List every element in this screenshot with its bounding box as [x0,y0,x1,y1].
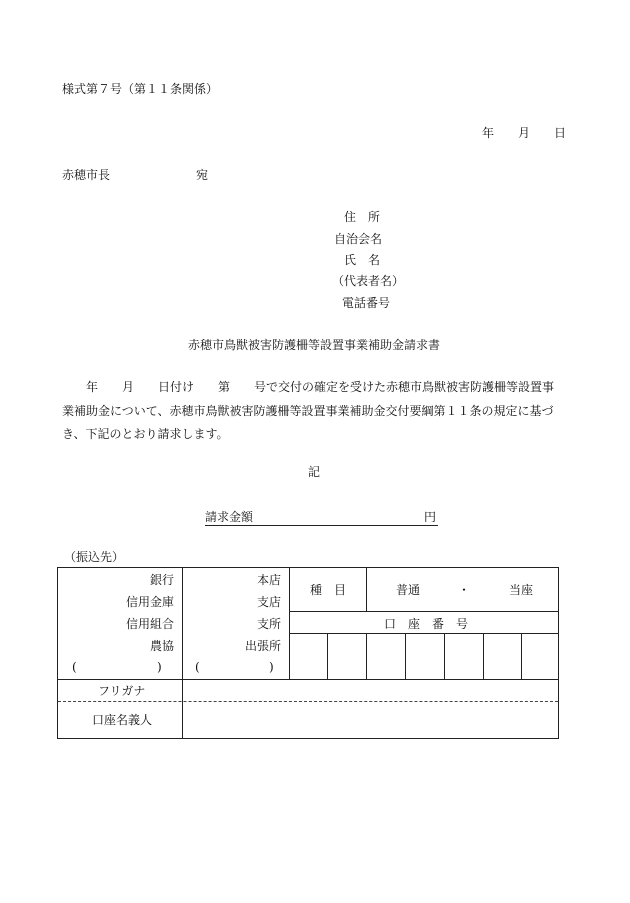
ki-heading: 記 [308,465,321,479]
table-dashed-line [58,701,558,702]
institution-paren-close: ) [157,660,162,674]
claim-amount-label: 請求金額 [205,510,254,524]
account-type-separator: ・ [458,583,471,597]
institution-shinkin: 信用金庫 [125,595,174,609]
digit-vline-5 [483,633,484,679]
branch-office: 出張所 [244,639,281,653]
applicant-address-label: 住 所 [344,210,381,224]
addressee-name: 赤穂市長 [62,168,111,182]
applicant-representative-label: （代表者名） [332,274,405,288]
branch-main: 本店 [256,573,281,587]
branch-shiten: 支店 [256,595,281,609]
institution-shinkumi: 信用組合 [125,617,174,631]
document-title: 赤穂市鳥獣被害防護柵等設置事業補助金請求書 [188,338,441,352]
table-vline-2 [289,568,290,679]
claim-amount-unit: 円 [424,510,437,524]
institution-paren-open: ( [72,660,77,674]
table-vline-1 [182,568,183,738]
transfer-label: （振込先） [64,550,125,564]
institution-bank: 銀行 [149,573,174,587]
applicant-name-label: 氏 名 [344,253,381,267]
branch-paren-open: ( [195,660,200,674]
table-hline-3 [58,679,558,680]
transfer-table [57,567,559,739]
digit-vline-3 [405,633,406,679]
table-hline-1 [289,611,558,612]
digit-vline-1 [327,633,328,679]
applicant-phone-label: 電話番号 [342,296,391,310]
body-line-1: 年 月 日付け 第 号で交付の確定を受けた赤穂市鳥獣被害防護柵等設置事 [86,380,555,394]
form-number-label: 様式第７号（第１１条関係） [62,82,219,96]
table-hline-2 [289,633,558,634]
branch-paren-close: ) [269,660,274,674]
institution-nokyo: 農協 [149,639,174,653]
branch-shisho: 支所 [256,617,281,631]
body-line-3: き、下記のとおり請求します。 [62,427,229,441]
account-number-label: 口 座 番 号 [384,617,469,631]
table-vline-3 [366,568,367,611]
account-type-ordinary: 普通 [396,583,421,597]
account-holder-label: 口座名義人 [92,713,153,727]
addressee-suffix: 宛 [196,168,209,182]
account-type-current: 当座 [509,583,534,597]
date-line: 年 月 日 [482,126,567,140]
furigana-label: フリガナ [98,684,146,698]
digit-vline-6 [521,633,522,679]
body-line-2: 業補助金について、赤穂市鳥獣被害防護柵等設置事業補助金交付要綱第１１条の規定に基づ [62,404,554,418]
claim-amount-underline [205,525,438,526]
digit-vline-2 [366,633,367,679]
digit-vline-4 [444,633,445,679]
account-type-label: 種 目 [310,583,347,597]
applicant-association-label: 自治会名 [334,232,383,246]
